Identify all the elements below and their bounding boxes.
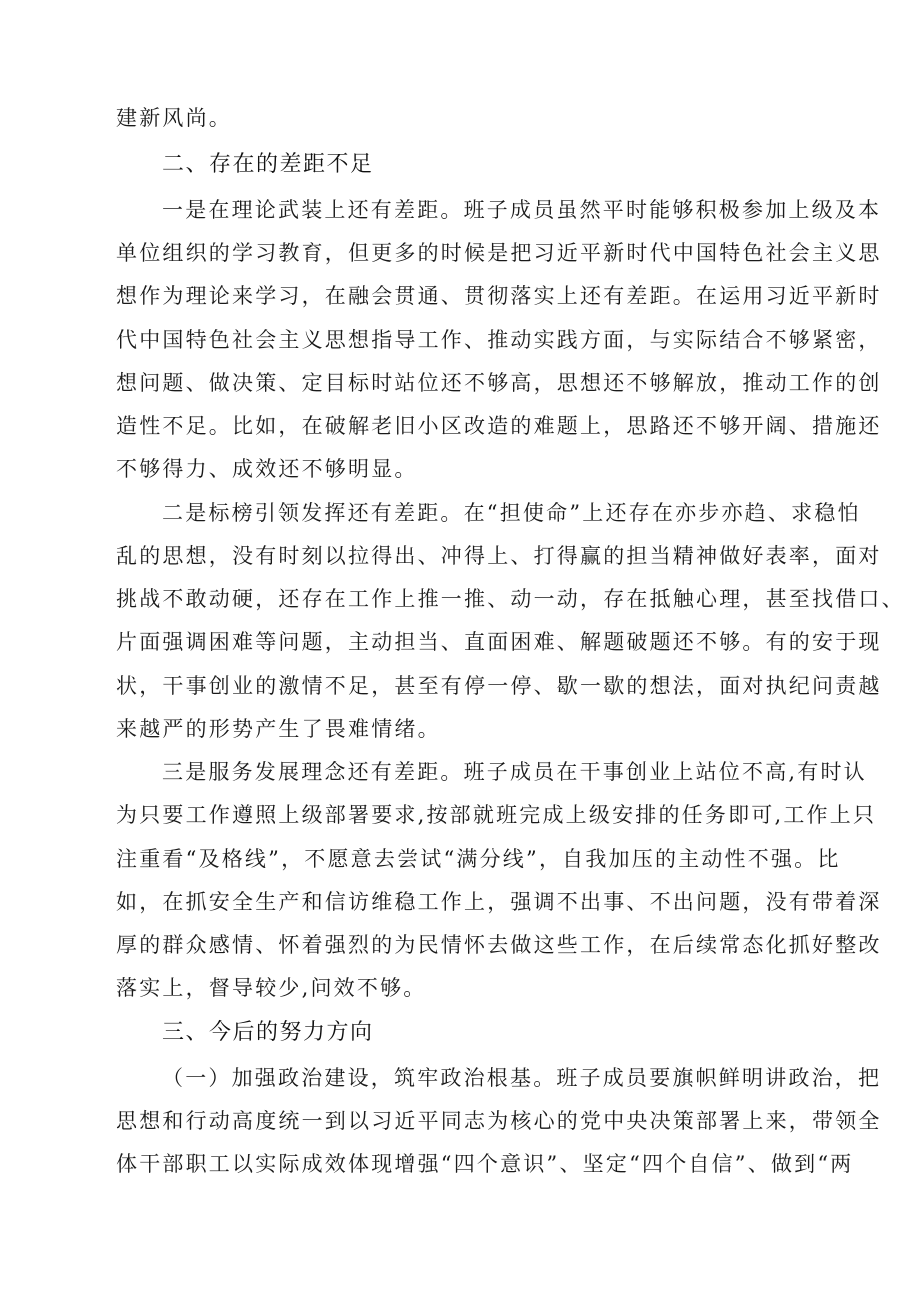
paragraph-line: 思想和行动高度统一到以习近平同志为核心的党中央决策部署上来，带领全 bbox=[116, 1109, 882, 1133]
paragraph-line: 代中国特色社会主义思想指导工作、推动实践方面，与实际结合不够紧密， bbox=[116, 328, 882, 352]
paragraph-line: 注重看“及格线”，不愿意去尝试“满分线”，自我加压的主动性不强。比 bbox=[116, 847, 841, 871]
paragraph-line: 想问题、做决策、定目标时站位还不够高，思想还不够解放，推动工作的创 bbox=[116, 371, 882, 395]
paragraph-line: （一）加强政治建设，筑牢政治根基。班子成员要旗帜鲜明讲政治，把 bbox=[162, 1066, 882, 1090]
paragraph-line: 乱的思想，没有时刻以拉得出、冲得上、打得赢的担当精神做好表率，面对 bbox=[116, 544, 882, 568]
paragraph-line: 为只要工作遵照上级部署要求,按部就班完成上级安排的任务即可,工作上只 bbox=[116, 803, 877, 827]
paragraph-line: 三是服务发展理念还有差距。班子成员在干事创业上站位不高,有时认 bbox=[162, 760, 867, 784]
paragraph-line: 不够得力、成效还不够明显。 bbox=[116, 457, 418, 481]
paragraph-line: 单位组织的学习教育，但更多的时候是把习近平新时代中国特色社会主义思 bbox=[116, 241, 882, 265]
paragraph-line: 建新风尚。 bbox=[116, 106, 232, 130]
paragraph-line: 来越严的形势产生了畏难情绪。 bbox=[116, 717, 441, 741]
paragraph-line: 造性不足。比如，在破解老旧小区改造的难题上，思路还不够开阔、措施还 bbox=[116, 414, 882, 438]
section-heading-direction: 三、今后的努力方向 bbox=[162, 1020, 374, 1045]
paragraph-line: 想作为理论来学习，在融会贯通、贯彻落实上还有差距。在运用习近平新时 bbox=[116, 284, 882, 308]
paragraph-line: 体干部职工以实际成效体现增强“四个意识”、坚定“四个自信”、做到“两 bbox=[116, 1152, 854, 1176]
section-heading-gaps: 二、存在的差距不足 bbox=[162, 152, 374, 177]
paragraph-line: 如，在抓安全生产和信访维稳工作上，强调不出事、不出问题，没有带着深 bbox=[116, 890, 882, 914]
paragraph-line: 片面强调困难等问题，主动担当、直面困难、解题破题还不够。有的安于现 bbox=[116, 630, 882, 654]
paragraph-line: 厚的群众感情、怀着强烈的为民情怀去做这些工作，在后续常态化抓好整改 bbox=[116, 933, 882, 957]
paragraph-line: 落实上，督导较少,问效不够。 bbox=[116, 976, 427, 1000]
paragraph-line: 挑战不敢动硬，还存在工作上推一推、动一动，存在抵触心理，甚至找借口、 bbox=[116, 587, 905, 611]
paragraph-line: 二是标榜引领发挥还有差距。在“担使命”上还存在亦步亦趋、求稳怕 bbox=[162, 501, 861, 525]
paragraph-line: 状，干事创业的激情不足，甚至有停一停、歇一歇的想法，面对执纪问责越 bbox=[116, 674, 882, 698]
paragraph-line: 一是在理论武装上还有差距。班子成员虽然平时能够积极参加上级及本 bbox=[162, 198, 882, 222]
